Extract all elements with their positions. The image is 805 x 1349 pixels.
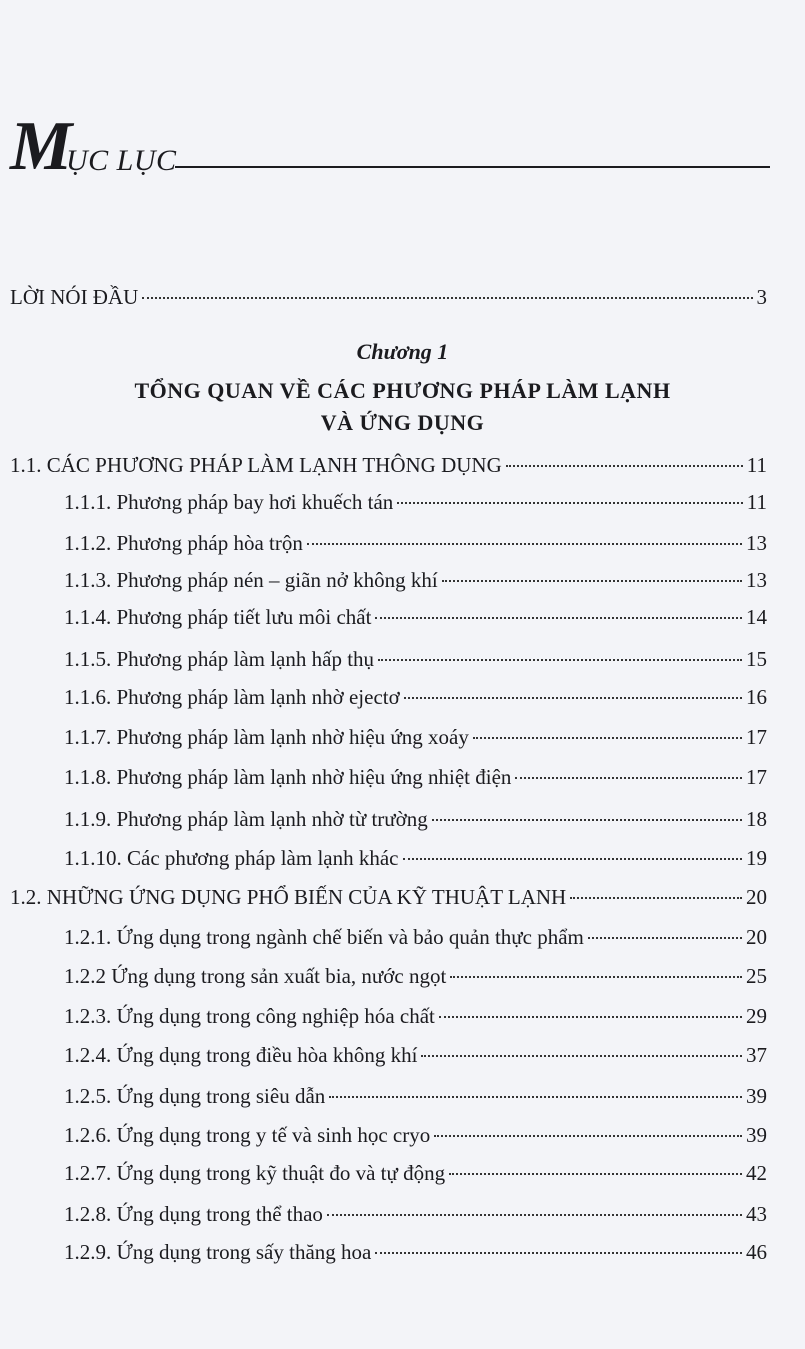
toc-page-number: 17	[746, 725, 767, 749]
toc-page-number: 43	[746, 1202, 767, 1226]
toc-label: 1.1.8. Phương pháp làm lạnh nhờ hiệu ứng nhiệt điện	[64, 765, 512, 789]
toc-item-row	[64, 1239, 767, 1265]
toc-item-row	[64, 1201, 767, 1227]
toc-item-row	[64, 924, 767, 950]
dot-leader	[450, 976, 742, 978]
toc-page-number: 13	[746, 531, 767, 555]
toc-page-number: 29	[746, 1004, 767, 1028]
toc-item-row	[64, 1122, 767, 1148]
toc-page-number: 19	[746, 846, 767, 870]
toc-label: 1.2. NHỮNG ỨNG DỤNG PHỔ BIẾN CỦA KỸ THUẬT LẠNH	[10, 885, 567, 909]
dot-leader	[506, 465, 743, 467]
toc-page-number: 42	[746, 1161, 767, 1185]
dot-leader	[375, 1252, 742, 1254]
dot-leader	[404, 697, 742, 699]
toc-label: 1.1.3. Phương pháp nén – giãn nở không khí	[64, 568, 438, 592]
toc-row-preface	[10, 284, 767, 310]
toc-item-row	[64, 724, 767, 750]
toc-item-row	[64, 604, 767, 630]
toc-page-number: 18	[746, 807, 767, 831]
toc-item-row	[64, 806, 767, 832]
toc-label: 1.2.3. Ứng dụng trong công nghiệp hóa chất	[64, 1004, 435, 1028]
dot-leader	[307, 543, 742, 545]
toc-label: 1.1.4. Phương pháp tiết lưu môi chất	[64, 605, 372, 629]
toc-item-row	[64, 489, 767, 515]
toc-page-number: 16	[746, 685, 767, 709]
toc-page-number: 39	[746, 1084, 767, 1108]
dot-leader	[473, 737, 742, 739]
toc-label: 1.1.6. Phương pháp làm lạnh nhờ ejectơ	[64, 685, 400, 709]
toc-label: 1.2.2 Ứng dụng trong sản xuất bia, nước ngọt	[64, 964, 447, 988]
dot-leader	[142, 297, 752, 299]
toc-label: 1.1.2. Phương pháp hòa trộn	[64, 531, 303, 555]
toc-item-row	[64, 1042, 767, 1068]
toc-item-row	[64, 646, 767, 672]
toc-label: 1.2.5. Ứng dụng trong siêu dẫn	[64, 1084, 326, 1108]
toc-item-row	[64, 845, 767, 871]
toc-item-row	[64, 1003, 767, 1029]
dot-leader	[421, 1055, 742, 1057]
toc-page-number: 13	[746, 568, 767, 592]
toc-label: 1.2.1. Ứng dụng trong ngành chế biến và bảo quản thực phẩm	[64, 925, 584, 949]
dot-leader	[515, 777, 742, 779]
toc-item-row	[64, 764, 767, 790]
toc-item-row	[64, 530, 767, 556]
toc-label: 1.2.8. Ứng dụng trong thể thao	[64, 1202, 323, 1226]
toc-label: 1.1.5. Phương pháp làm lạnh hấp thụ	[64, 647, 375, 671]
toc-item-row	[64, 1160, 767, 1186]
toc-section-row	[10, 884, 767, 910]
toc-page-number: 39	[746, 1123, 767, 1147]
dot-leader	[442, 580, 742, 582]
dot-leader	[449, 1173, 742, 1175]
toc-label: 1.2.4. Ứng dụng trong điều hòa không khí	[64, 1043, 418, 1067]
toc-heading	[10, 108, 770, 185]
dot-leader	[327, 1214, 742, 1216]
toc-label: LỜI NÓI ĐẦU	[10, 285, 139, 309]
toc-section-row	[10, 452, 767, 478]
toc-page-number: 46	[746, 1240, 767, 1264]
heading-initial: M	[10, 108, 73, 185]
toc-page-number: 20	[746, 885, 767, 909]
dot-leader	[397, 502, 742, 504]
toc-label: 1.1.1. Phương pháp bay hơi khuếch tán	[64, 490, 394, 514]
dot-leader	[329, 1096, 742, 1098]
dot-leader	[378, 659, 742, 661]
toc-item-row	[64, 684, 767, 710]
dot-leader	[432, 819, 742, 821]
toc-page-number: 14	[746, 605, 767, 629]
toc-page-number: 11	[746, 490, 767, 514]
toc-page-number: 37	[746, 1043, 767, 1067]
toc-page-number: 3	[756, 285, 767, 309]
chapter-title-line-1: TỔNG QUAN VỀ CÁC PHƯƠNG PHÁP LÀM LẠNH	[134, 378, 671, 403]
toc-item-row	[64, 1083, 767, 1109]
chapter-title-line-2: VÀ ỨNG DỤNG	[320, 410, 485, 435]
dot-leader	[403, 858, 743, 860]
toc-label: 1.1.9. Phương pháp làm lạnh nhờ từ trường	[64, 807, 428, 831]
toc-label: 1.1. CÁC PHƯƠNG PHÁP LÀM LẠNH THÔNG DỤNG	[10, 453, 502, 477]
toc-page-number: 17	[746, 765, 767, 789]
heading-rule	[175, 166, 770, 168]
toc-item-row	[64, 567, 767, 593]
toc-page-number: 25	[746, 964, 767, 988]
dot-leader	[434, 1135, 742, 1137]
heading-rest: ỤC LỤC	[66, 144, 177, 177]
toc-label: 1.1.10. Các phương pháp làm lạnh khác	[64, 846, 399, 870]
dot-leader	[375, 617, 742, 619]
dot-leader	[439, 1016, 742, 1018]
toc-label: 1.2.7. Ứng dụng trong kỹ thuật đo và tự động	[64, 1161, 446, 1185]
toc-page-number: 11	[746, 453, 767, 477]
toc-page-number: 20	[746, 925, 767, 949]
dot-leader	[588, 937, 742, 939]
toc-page-number: 15	[746, 647, 767, 671]
toc-label: 1.2.6. Ứng dụng trong y tế và sinh học cryo	[64, 1123, 431, 1147]
dot-leader	[570, 897, 742, 899]
toc-label: 1.1.7. Phương pháp làm lạnh nhờ hiệu ứng xoáy	[64, 725, 469, 749]
chapter-kicker: Chương 1	[356, 339, 449, 364]
toc-label: 1.2.9. Ứng dụng trong sấy thăng hoa	[64, 1240, 372, 1264]
toc-item-row	[64, 963, 767, 989]
